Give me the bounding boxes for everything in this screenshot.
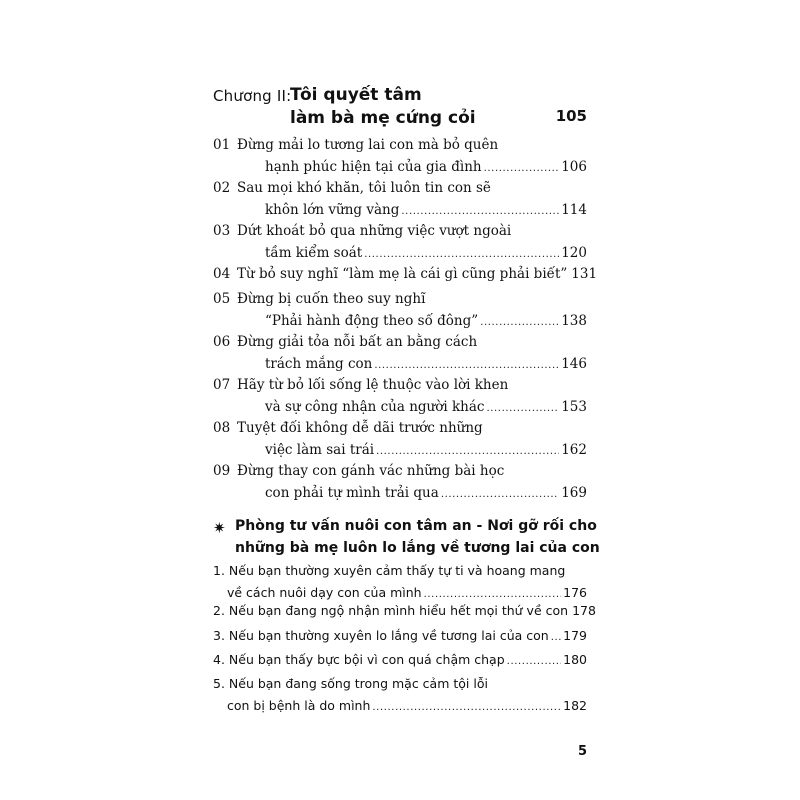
toc-entry-title-line1: Dứt khoát bỏ qua những việc vượt ngoài (237, 223, 512, 239)
toc-entry-title-line2: việc làm sai trái (265, 442, 375, 458)
toc-entry-title-line2: con phải tự mình trải qua (265, 485, 439, 501)
dot-leader (441, 489, 559, 500)
section-entry-title-line2: về cách nuôi dạy con của mình (227, 585, 422, 600)
toc-entry-number: 09 (213, 463, 231, 479)
toc-entry-title-line2: trách mắng con (265, 356, 373, 372)
section-title (235, 515, 600, 559)
section-title-line2: những bà mẹ luôn lo lắng về tương lai của con (235, 540, 600, 556)
dot-leader (486, 403, 559, 414)
section-entry-page: 178 (572, 603, 596, 618)
toc-entry-page: 138 (561, 313, 587, 329)
section-entry-title-line1: 2. Nếu bạn đang ngộ nhận mình hiểu hết mọi thứ về con (213, 603, 569, 618)
section-entry-title-line1: 3. Nếu bạn thường xuyên lo lắng về tương lai của con (213, 628, 549, 643)
dot-leader (424, 589, 562, 600)
section-entry-title-line1: 4. Nếu bạn thấy bực bội vì con quá chậm chạp (213, 652, 505, 667)
toc-entry-title-line1: Sau mọi khó khăn, tôi luôn tin con sẽ (237, 180, 491, 196)
dot-leader (484, 163, 560, 174)
chapter-label: Chương II: (213, 87, 292, 105)
toc-entry-title-line1: Đừng giải tỏa nỗi bất an bằng cách (237, 334, 478, 350)
toc-entry-title-line2: “Phải hành động theo số đông” (265, 313, 479, 329)
toc-entry-title-line1: Đừng thay con gánh vác những bài học (237, 463, 505, 479)
page-number: 5 (577, 744, 587, 759)
section-entry-title-line1: 5. Nếu bạn đang sống trong mặc cảm tội lỗi (213, 676, 488, 691)
toc-entry-title-line2: khôn lớn vững vàng (265, 202, 400, 218)
toc-entry-page: 106 (561, 159, 587, 175)
toc-entry-number: 08 (213, 420, 231, 436)
section-entry-page: 182 (563, 698, 587, 713)
section-entry-page: 176 (563, 585, 587, 600)
dot-leader (376, 446, 559, 457)
section-title-line1: Phòng tư vấn nuôi con tâm an - Nơi gỡ rối cho (235, 518, 597, 534)
toc-entry-number: 05 (213, 291, 231, 307)
section-entry-page: 180 (563, 652, 587, 667)
toc-entry-title-line1: Hãy từ bỏ lối sống lệ thuộc vào lời khen (237, 377, 509, 393)
chapter-title-line1: Tôi quyết tâm (290, 85, 422, 105)
section-entry-page: 179 (563, 628, 587, 643)
toc-entry-number: 07 (213, 377, 231, 393)
chapter-title-line2: làm bà mẹ cứng cỏi (290, 108, 476, 128)
toc-entry-number: 06 (213, 334, 231, 350)
toc-entry-page: 146 (561, 356, 587, 372)
toc-entry-title-line1: Đừng mải lo tương lai con mà bỏ quên (237, 137, 499, 153)
section-entry-title-line2: con bị bệnh là do mình (227, 698, 371, 713)
toc-entry-number: 03 (213, 223, 231, 239)
toc-entry-title-line1: Đừng bị cuốn theo suy nghĩ (237, 291, 426, 307)
chapter-page-number: 105 (555, 107, 587, 125)
dot-leader (480, 317, 559, 328)
dot-leader (507, 656, 561, 667)
section-entry-title-line1: 1. Nếu bạn thường xuyên cảm thấy tự ti và hoang mang (213, 563, 566, 578)
toc-entry-title-line1: Từ bỏ suy nghĩ “làm mẹ là cái gì cũng phải biết” (237, 266, 568, 282)
toc-entry-title-line1: Tuyệt đối không dễ dãi trước những (237, 420, 483, 436)
toc-entry-title-line2: và sự công nhận của người khác (265, 399, 485, 415)
toc-entry-title-line2: hạnh phúc hiện tại của gia đình (265, 159, 482, 175)
toc-entry-page: 131 (571, 266, 598, 282)
toc-entry-title-line2: tầm kiểm soát (265, 245, 363, 261)
dot-leader (551, 632, 561, 643)
toc-entry-number: 04 (213, 266, 231, 282)
dot-leader (372, 702, 561, 713)
toc-entry-page: 153 (561, 399, 587, 415)
toc-entry-page: 114 (561, 202, 587, 218)
toc-entry-page: 162 (561, 442, 587, 458)
dot-leader (401, 206, 559, 217)
chapter-title (290, 84, 476, 130)
dot-leader (364, 249, 559, 260)
toc-entry-number: 02 (213, 180, 231, 196)
toc-entry-page: 120 (561, 245, 587, 261)
toc-entry-number: 01 (213, 137, 231, 153)
toc-entry-page: 169 (561, 485, 587, 501)
dot-leader (374, 360, 559, 371)
star-icon: ✷ (213, 519, 226, 537)
